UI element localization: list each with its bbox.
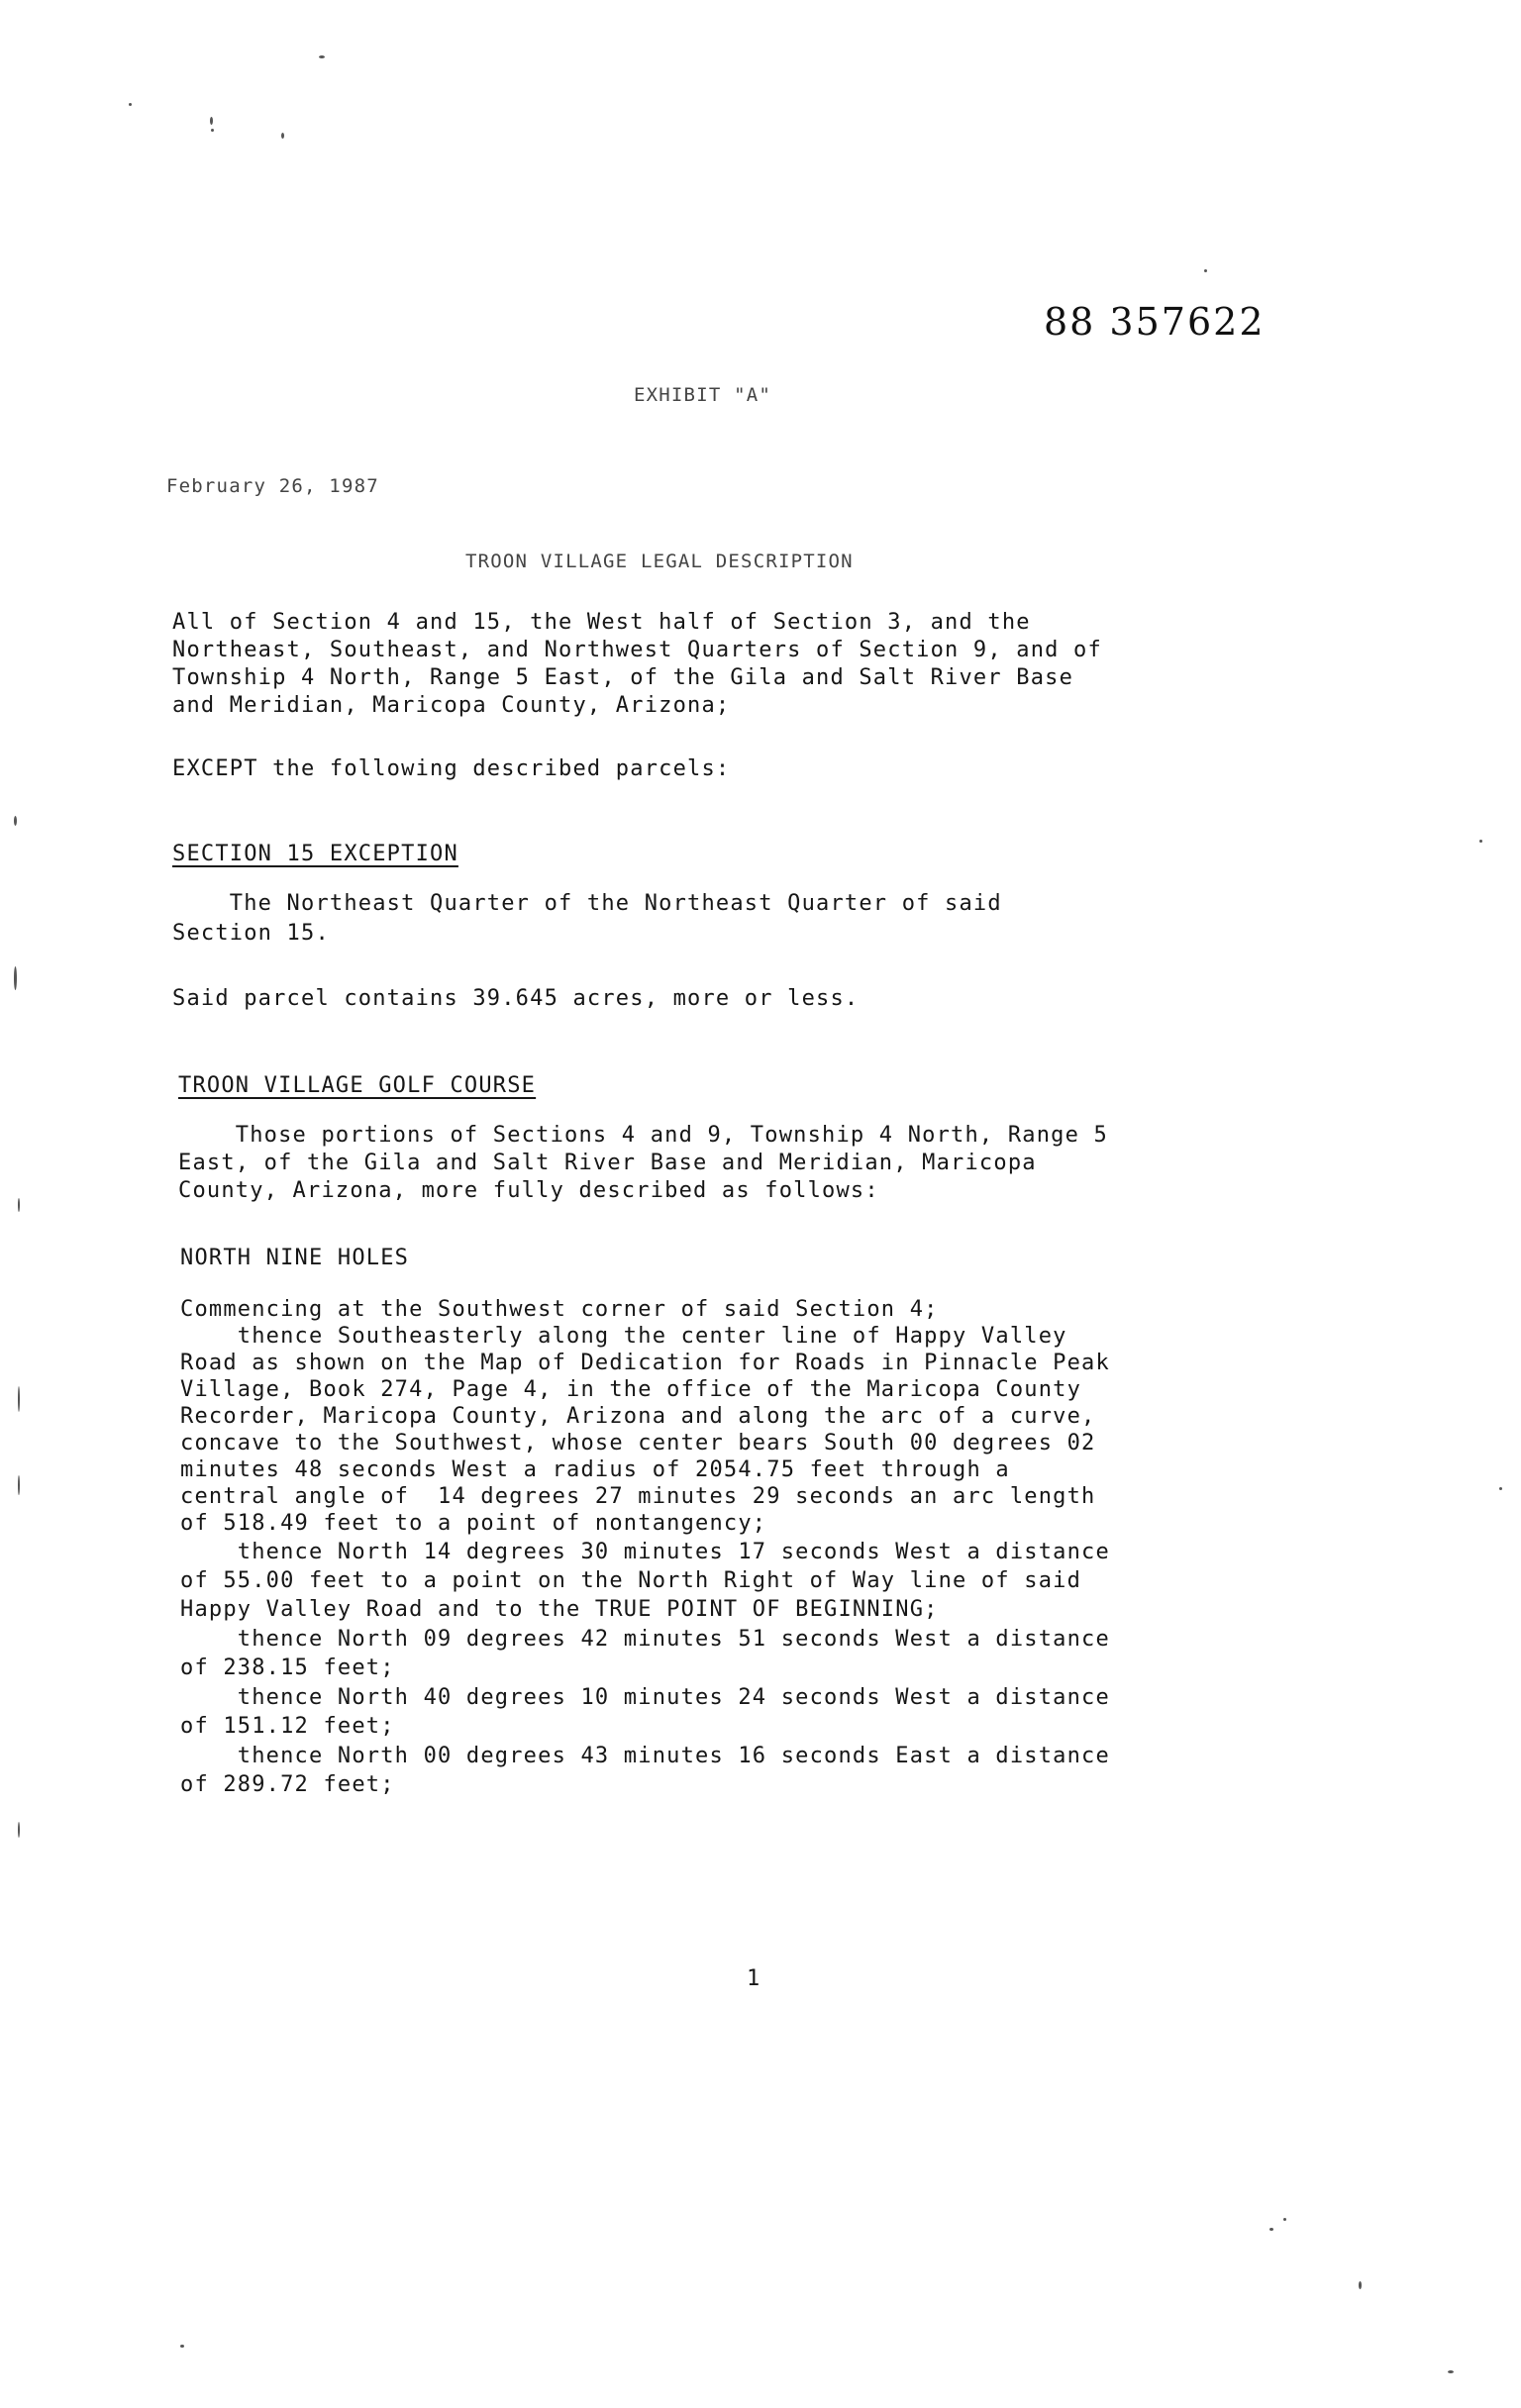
scan-speck [1283, 2218, 1286, 2221]
scan-speck [14, 816, 17, 826]
section-15-line: Section 15. [172, 921, 330, 946]
exhibit-label: EXHIBIT "A" [634, 384, 772, 406]
legal-line: of 55.00 feet to a point on the North Right of Way line of said [180, 1568, 1082, 1593]
except-line: EXCEPT the following described parcels: [172, 756, 731, 781]
scan-speck [1499, 1487, 1502, 1490]
north-nine-heading: NORTH NINE HOLES [180, 1246, 410, 1270]
scan-speck [18, 1822, 20, 1838]
scan-speck [14, 966, 17, 990]
section-15-acreage: Said parcel contains 39.645 acres, more or less. [172, 986, 860, 1011]
legal-line: of 289.72 feet; [180, 1772, 395, 1797]
scan-speck [1359, 2281, 1362, 2289]
scan-speck [1204, 269, 1207, 272]
legal-line: thence North 00 degrees 43 minutes 16 seconds East a distance [180, 1744, 1110, 1768]
intro-line: Township 4 North, Range 5 East, of the Gila and Salt River Base [172, 665, 1074, 690]
legal-line: central angle of 14 degrees 27 minutes 29 seconds an arc length [180, 1484, 1096, 1509]
scan-speck [319, 55, 325, 58]
document-title: TROON VILLAGE LEGAL DESCRIPTION [465, 551, 854, 572]
scan-speck [180, 2345, 184, 2348]
intro-line: All of Section 4 and 15, the West half of Section 3, and the [172, 610, 1031, 635]
intro-line: Northeast, Southeast, and Northwest Quarters of Section 9, and of [172, 638, 1102, 662]
legal-line: of 238.15 feet; [180, 1656, 395, 1680]
golf-course-line: County, Arizona, more fully described as follows: [178, 1178, 879, 1203]
legal-line: thence North 40 degrees 10 minutes 24 seconds West a distance [180, 1685, 1110, 1710]
legal-line: concave to the Southwest, whose center bears South 00 degrees 02 [180, 1431, 1096, 1455]
scan-speck [1269, 2228, 1273, 2231]
legal-line: minutes 48 seconds West a radius of 2054.75 feet through a [180, 1457, 1010, 1482]
section-15-line: The Northeast Quarter of the Northeast Quarter of said [172, 891, 1002, 916]
scan-speck [210, 117, 213, 125]
legal-line: Village, Book 274, Page 4, in the office of the Maricopa County [180, 1377, 1082, 1402]
legal-line: Recorder, Maricopa County, Arizona and along the arc of a curve, [180, 1404, 1096, 1429]
legal-line: Commencing at the Southwest corner of said Section 4; [180, 1297, 939, 1322]
recording-number: 88 357622 [1044, 300, 1266, 344]
legal-line: thence North 09 degrees 42 minutes 51 seconds West a distance [180, 1627, 1110, 1652]
scan-speck [129, 103, 132, 106]
scan-speck [211, 129, 214, 132]
legal-line: of 151.12 feet; [180, 1714, 395, 1739]
scan-speck [1479, 840, 1482, 843]
golf-course-line: Those portions of Sections 4 and 9, Township 4 North, Range 5 [178, 1123, 1108, 1148]
section-15-heading: SECTION 15 EXCEPTION [172, 842, 458, 866]
legal-line: Happy Valley Road and to the TRUE POINT OF BEGINNING; [180, 1597, 939, 1622]
golf-course-heading: TROON VILLAGE GOLF COURSE [178, 1073, 537, 1098]
golf-course-line: East, of the Gila and Salt River Base and Meridian, Maricopa [178, 1151, 1037, 1175]
legal-line: thence Southeasterly along the center line of Happy Valley [180, 1324, 1067, 1349]
legal-line: of 518.49 feet to a point of nontangency; [180, 1511, 767, 1536]
legal-line: Road as shown on the Map of Dedication for Roads in Pinnacle Peak [180, 1351, 1110, 1375]
legal-line: thence North 14 degrees 30 minutes 17 seconds West a distance [180, 1540, 1110, 1564]
scan-speck [18, 1198, 20, 1212]
scan-speck [18, 1475, 20, 1495]
scan-speck [1448, 2370, 1454, 2373]
scan-speck [281, 133, 284, 139]
intro-line: and Meridian, Maricopa County, Arizona; [172, 693, 731, 718]
page-number: 1 [747, 1966, 761, 1991]
document-date: February 26, 1987 [166, 475, 379, 497]
scan-speck [18, 1386, 20, 1412]
